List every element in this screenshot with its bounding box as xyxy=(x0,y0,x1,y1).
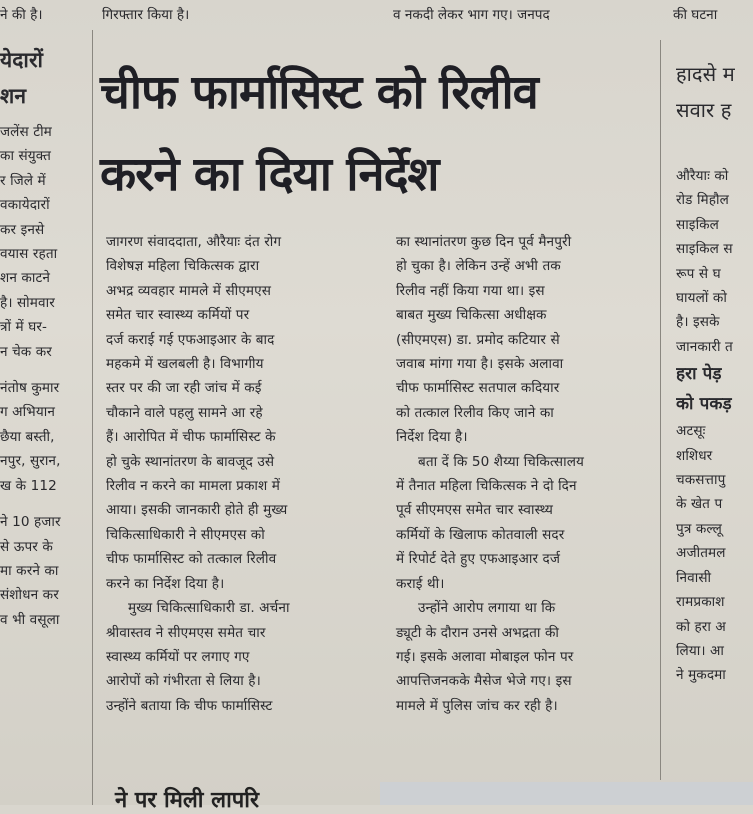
col1-line: उन्होंने बताया कि चीफ फार्मासिस्ट xyxy=(106,697,273,714)
col2-line: जवाब मांगा गया है। इसके अलावा xyxy=(396,356,564,373)
col2-line: का स्थानांतरण कुछ दिन पूर्व मैनपुरी xyxy=(396,234,572,250)
right-line: निवासी xyxy=(676,569,712,586)
col2-line: आपत्तिजनकके मैसेज भेजे गए। इस xyxy=(396,673,572,690)
col1-line: रिलीव न करने का मामला प्रकाश में xyxy=(106,478,281,495)
col2-line: बाबत मुख्य चिकित्सा अधीक्षक xyxy=(396,307,547,324)
left-line: व भी वसूला xyxy=(0,611,60,628)
top-strip-mid-left: गिरफ्तार किया है। xyxy=(102,7,190,23)
column-rule-right xyxy=(660,40,661,780)
col2-line: में रिपोर्ट देते हुए एफआइआर दर्ज xyxy=(396,551,561,568)
col1-line: समेत चार स्वास्थ्य कर्मियों पर xyxy=(106,307,250,324)
right-line: रूप से घ xyxy=(676,265,721,282)
left-line: न चेक कर xyxy=(0,343,52,360)
col2-line: हो चुका है। लेकिन उन्हें अभी तक xyxy=(396,258,561,275)
col2-line: (सीएमएस) डा. प्रमोद कटियार से xyxy=(396,331,560,348)
column-rule-left xyxy=(92,30,93,805)
col2-line: ड्यूटी के दौरान उनसे अभद्रता की xyxy=(396,624,560,641)
right-heading-1b: सवार ह xyxy=(676,98,732,122)
left-line: त्रों में घर- xyxy=(0,319,47,336)
right-heading-2b: को पकड़ xyxy=(676,394,732,415)
right-line: पुत्र कल्लू xyxy=(676,520,722,537)
right-line: चकसत्तापु xyxy=(676,472,726,489)
headline-line-1: चीफ फार्मासिस्ट को रिलीव xyxy=(100,65,538,120)
top-strip-left: ने की है। xyxy=(0,7,43,23)
col2-line: मामले में पुलिस जांच कर रही है। xyxy=(396,697,558,714)
right-line: को हरा अ xyxy=(676,618,726,635)
col1-line: विशेषज्ञ महिला चिकित्सक द्वारा xyxy=(106,258,260,275)
right-line: अजीतमल xyxy=(676,545,726,562)
col2-line: बता दें कि 50 शैय्या चिकित्सालय xyxy=(418,453,585,470)
col1-line: स्वास्थ्य कर्मियों पर लगाए गए xyxy=(106,648,250,665)
right-line: के खेत प xyxy=(676,496,723,513)
col2-line: में तैनात महिला चिकित्सक ने दो दिन xyxy=(396,478,577,495)
col2-line: पूर्व सीएमएस समेत चार स्वास्थ्य xyxy=(396,502,554,519)
right-heading-1: हादसे म xyxy=(676,62,735,86)
col2-line: उन्होंने आरोप लगाया था कि xyxy=(418,600,556,617)
right-line: औरैयाः को xyxy=(676,168,729,184)
col2-line: निर्देश दिया है। xyxy=(396,429,468,446)
right-line: जानकारी त xyxy=(676,338,733,355)
right-line: रामप्रकाश xyxy=(676,594,725,611)
col2-line: कराई थी। xyxy=(396,575,445,592)
col1-line: महकमे में खलबली है। विभागीय xyxy=(106,356,264,373)
top-strip-mid-right: व नकदी लेकर भाग गए। जनपद xyxy=(393,7,550,23)
col1-line: आरोपों को गंभीरता से लिया है। xyxy=(106,673,261,690)
right-heading-2: हरा पेड़ xyxy=(676,364,722,385)
col2-line: को तत्काल रिलीव किए जाने का xyxy=(396,404,554,421)
col2-line: गई। इसके अलावा मोबाइल फोन पर xyxy=(396,648,574,665)
left-line: ने 10 हजार xyxy=(0,514,61,531)
right-line: लिया। आ xyxy=(676,642,725,659)
left-line: से ऊपर के xyxy=(0,538,53,555)
right-line: अटसूः xyxy=(676,423,706,440)
left-sidebar-heading-1: येदारों xyxy=(0,48,44,72)
col1-line: स्तर पर की जा रही जांच में कई xyxy=(106,380,262,397)
col2-line: कर्मियों के खिलाफ कोतवाली सदर xyxy=(396,526,565,543)
right-sidebar xyxy=(676,56,753,688)
right-line: है। इसके xyxy=(676,314,720,331)
top-strip-right: की घटना xyxy=(673,7,718,23)
left-line: ग अभियान xyxy=(0,404,55,421)
col1-line: करने का निर्देश दिया है। xyxy=(106,575,225,592)
left-line: ख के 112 xyxy=(0,477,57,494)
left-line: वकायेदारों xyxy=(0,197,50,214)
col1-line: आया। इसकी जानकारी होते ही मुख्य xyxy=(106,502,288,519)
left-line: छैया बस्ती, xyxy=(0,428,55,445)
col2-line: रिलीव नहीं किया गया था। इस xyxy=(396,282,545,299)
col1-line: अभद्र व्यवहार मामले में सीएमएस xyxy=(106,282,272,299)
col1-line: दर्ज कराई गई एफआइआर के बाद xyxy=(106,331,275,348)
bottom-headline: ने पर मिली लापरि xyxy=(115,788,259,813)
left-line: मा करने का xyxy=(0,562,59,579)
col1-line: चिकित्साधिकारी ने सीएमएस को xyxy=(106,526,265,543)
left-line: संशोधन कर xyxy=(0,587,59,604)
bottom-ad-bar xyxy=(380,782,753,805)
article-column-2 xyxy=(396,230,658,718)
left-line: का संयुक्त xyxy=(0,148,51,165)
left-line: नंतोष कुमार xyxy=(0,380,60,397)
col1-line: हो चुके स्थानांतरण के बावजूद उसे xyxy=(106,453,275,470)
article-column-1 xyxy=(106,230,378,718)
col1-line: हैं। आरोपित में चीफ फार्मासिस्ट के xyxy=(106,429,276,446)
right-line: घायलों को xyxy=(676,290,727,307)
col1-line: मुख्य चिकित्साधिकारी डा. अर्चना xyxy=(128,600,290,617)
left-sidebar xyxy=(0,42,90,632)
right-line: ने मुकदमा xyxy=(676,667,726,684)
col1-line: श्रीवास्तव ने सीएमएस समेत चार xyxy=(106,624,266,641)
left-line: शन काटने xyxy=(0,270,51,287)
left-line: जलेंस टीम xyxy=(0,124,52,140)
col2-line: चीफ फार्मासिस्ट सतपाल कदियार xyxy=(396,380,560,397)
headline-line-2: करने का दिया निर्देश xyxy=(100,147,439,202)
left-line: नपुर, सुरान, xyxy=(0,453,61,470)
col1-line: जागरण संवाददाता, औरैयाः दंत रोग xyxy=(106,234,282,250)
left-line: है। सोमवार xyxy=(0,294,55,311)
right-line: साइकिल स xyxy=(676,241,733,258)
left-line: र जिले में xyxy=(0,172,46,189)
right-line: साइकिल xyxy=(676,216,719,233)
left-line: कर इनसे xyxy=(0,221,45,238)
left-line: वयास रहता xyxy=(0,246,58,263)
col1-line: चौकाने वाले पहलु सामने आ रहे xyxy=(106,404,263,421)
right-line: शशिधर xyxy=(676,447,713,464)
col1-line: चीफ फार्मासिस्ट को तत्काल रिलीव xyxy=(106,551,277,568)
right-line: रोड मिहौल xyxy=(676,192,729,209)
left-sidebar-heading-2: शन xyxy=(0,84,27,108)
